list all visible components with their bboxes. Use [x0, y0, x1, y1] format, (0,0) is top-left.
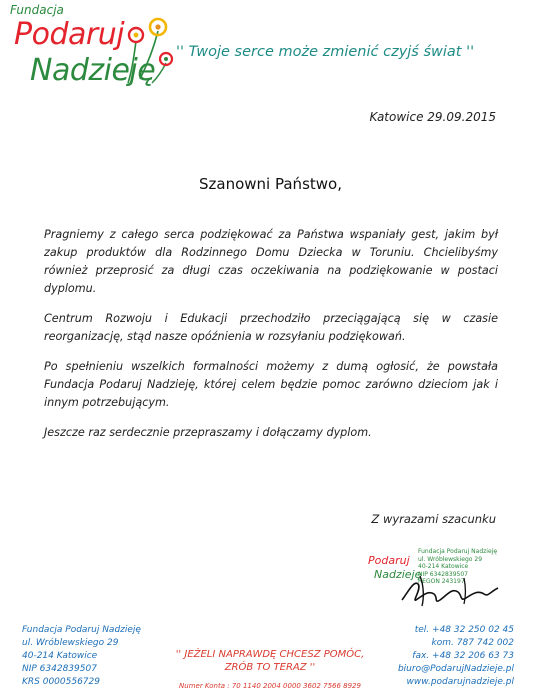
bank-account-number: Numer Konta : 70 1140 2004 0000 3602 7566 8929: [179, 682, 361, 690]
motto: '' Twoje serce może zmienić czyjś świat '': [176, 44, 475, 60]
letter-body: [44, 226, 498, 454]
salutation: Szanowni Państwo,: [199, 175, 342, 193]
stamp-address: Fundacja Podaruj Nadzieję ul. Wróblewskiego 29 40-214 Katowice NIP 6342839507 REGON 243197: [418, 548, 498, 586]
footer-slogan: '' JEŻELI NAPRAWDĘ CHCESZ POMÓC, ZRÓB TO TERAZ '': [175, 649, 365, 673]
paragraph: Pragniemy z całego serca podziękować za Państwa wspaniały gest, jakim był zakup produktów dla Rodzinnego Domu Dziecka w Toruniu. Chcielibyśmy również przeprosić za długi czas oczekiwania na podziękowanie w postaci dyplomu.: [44, 228, 498, 295]
letter-date: Katowice 29.09.2015: [369, 110, 496, 124]
phone-number: tel. +48 32 250 02 45: [414, 625, 514, 635]
footer-address: Fundacja Podaruj Nadzieję ul. Wróblewskiego 29 40-214 Katowice NIP 6342839507 KRS 0000556729: [22, 625, 141, 687]
stamp-podaruj-text: Podaruj: [368, 554, 410, 567]
flower-red: [129, 28, 143, 42]
handwritten-signature: [394, 570, 504, 608]
stamp-nadzieje-text: Nadzieję: [374, 568, 422, 581]
mobile-number: kom. 787 742 002: [431, 638, 514, 648]
foundation-logo: [6, 3, 176, 98]
closing: Z wyrazami szacunku: [371, 512, 496, 526]
paragraph: Po spełnieniu wszelkich formalności możemy z dumą ogłosić, że powstała Fundacja Podaruj Nadzieję, której celem będzie pomoc zarówno dzieciom jak i innym potrzebującym.: [44, 360, 498, 409]
footer-contact: [378, 624, 514, 689]
paragraph: Jeszcze raz serdecznie przepraszamy i dołączamy dyplom.: [44, 426, 372, 439]
logo-nadzieje-text: Nadzieję: [30, 53, 156, 88]
flowers-icon: [118, 13, 176, 85]
paragraph: Centrum Rozwoju i Edukacji przechodziło przeciągającą się w czasie reorganizację, stąd nasze opóźnienia w rozsyłaniu podziękowań.: [44, 312, 498, 343]
logo-podaruj-text: Podaruj: [14, 17, 125, 52]
email-link[interactable]: biuro@PodarujNadzieje.pl: [397, 664, 514, 674]
fax-number: fax. +48 32 206 63 73: [412, 651, 514, 661]
website-link[interactable]: www.podarujnadzieje.pl: [406, 677, 514, 687]
logo-fundacja-text: Fundacja: [10, 3, 64, 17]
